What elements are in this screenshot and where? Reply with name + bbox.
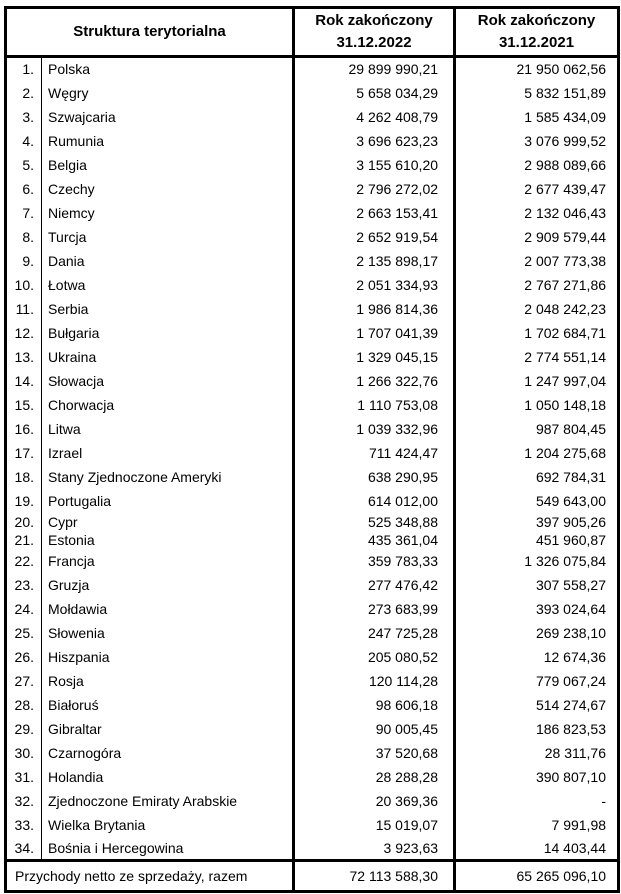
country-name: Rumunia — [48, 132, 105, 149]
value-2021: 5 832 151,89 — [455, 81, 619, 105]
country-name: Serbia — [48, 300, 89, 317]
value-2021: 1 585 434,09 — [455, 105, 619, 129]
header-structure-label: Struktura terytorialna — [73, 23, 226, 41]
row-number: 11. — [6, 297, 42, 321]
value-2022: 247 725,28 — [294, 621, 455, 645]
country-name: Izrael — [48, 444, 83, 461]
value-2022: 28 288,28 — [294, 765, 455, 789]
value-2022: 15 019,07 — [294, 813, 455, 837]
table-row — [6, 345, 619, 369]
total-label: Przychody netto ze sprzedaży, razem — [6, 861, 294, 892]
total-value-2022: 72 113 588,30 — [294, 861, 455, 892]
value-2021: 1 247 997,04 — [455, 369, 619, 393]
table-row — [6, 693, 619, 717]
country-name: Niemcy — [48, 204, 95, 221]
table-row — [6, 153, 619, 177]
country-name: Wielka Brytania — [48, 816, 146, 833]
total-value-2021: 65 265 096,10 — [455, 861, 619, 892]
value-2022: 29 899 990,21 — [294, 57, 455, 81]
row-number: 30. — [6, 741, 42, 765]
header-2021-line1: Rok zakończony — [477, 12, 596, 30]
value-2022: 2 051 334,93 — [294, 273, 455, 297]
country-name: Czechy — [48, 180, 95, 197]
value-2021: 307 558,27 — [455, 573, 619, 597]
table-row — [6, 57, 619, 81]
value-2021: 397 905,26 — [455, 513, 619, 531]
value-2022: 3 155 610,20 — [294, 153, 455, 177]
row-number: 21. — [6, 531, 42, 549]
table-row — [6, 597, 619, 621]
value-2021: 12 674,36 — [455, 645, 619, 669]
row-number: 14. — [6, 369, 42, 393]
header-col-structure — [6, 8, 294, 57]
value-2022: 273 683,99 — [294, 597, 455, 621]
header-2022-line1: Rok zakończony — [315, 12, 433, 30]
value-2022: 5 658 034,29 — [294, 81, 455, 105]
row-number: 29. — [6, 717, 42, 741]
table-row — [6, 513, 619, 531]
value-2021: 779 067,24 — [455, 669, 619, 693]
country-name: Litwa — [48, 420, 81, 437]
value-2022: 205 080,52 — [294, 645, 455, 669]
country-name: Szwajcaria — [48, 108, 116, 125]
country-name: Portugalia — [48, 492, 112, 509]
value-2022: 120 114,28 — [294, 669, 455, 693]
country-name: Słowenia — [48, 624, 105, 641]
value-2021: 2 767 271,86 — [455, 273, 619, 297]
table-body — [6, 57, 619, 861]
value-2021: 7 991,98 — [455, 813, 619, 837]
value-2022: 3 923,63 — [294, 837, 455, 861]
table-row — [6, 81, 619, 105]
table-row — [6, 465, 619, 489]
value-2021: 451 960,87 — [455, 531, 619, 549]
country-name: Hiszpania — [48, 648, 110, 665]
row-number: 20. — [6, 513, 42, 531]
table-row — [6, 249, 619, 273]
value-2022: 90 005,45 — [294, 717, 455, 741]
row-number: 27. — [6, 669, 42, 693]
value-2022: 2 652 919,54 — [294, 225, 455, 249]
total-row — [6, 861, 619, 892]
value-2021: 14 403,44 — [455, 837, 619, 861]
table-row — [6, 393, 619, 417]
country-name: Polska — [48, 61, 91, 78]
row-number: 15. — [6, 393, 42, 417]
row-number: 16. — [6, 417, 42, 441]
row-number: 10. — [6, 273, 42, 297]
value-2021: 2 909 579,44 — [455, 225, 619, 249]
country-name: Belgia — [48, 156, 87, 173]
table-row — [6, 297, 619, 321]
value-2021: 2 988 089,66 — [455, 153, 619, 177]
table-row — [6, 369, 619, 393]
row-number: 5. — [6, 153, 42, 177]
value-2022: 435 361,04 — [294, 531, 455, 549]
country-name: Gibraltar — [48, 720, 102, 737]
table-row — [6, 621, 619, 645]
row-number: 12. — [6, 321, 42, 345]
country-name: Gruzja — [48, 576, 90, 593]
value-2021: 692 784,31 — [455, 465, 619, 489]
value-2021: 1 326 075,84 — [455, 549, 619, 573]
value-2021: - — [455, 789, 619, 813]
table-row — [6, 321, 619, 345]
country-name: Ukraina — [48, 348, 97, 365]
row-number: 9. — [6, 249, 42, 273]
row-number: 4. — [6, 129, 42, 153]
country-name: Czarnogóra — [48, 744, 122, 761]
value-2022: 3 696 623,23 — [294, 129, 455, 153]
value-2022: 638 290,95 — [294, 465, 455, 489]
country-name: Bułgaria — [48, 324, 100, 341]
table-row — [6, 225, 619, 249]
header-col-2021 — [455, 8, 619, 57]
value-2021: 1 204 275,68 — [455, 441, 619, 465]
row-number: 17. — [6, 441, 42, 465]
row-number: 22. — [6, 549, 42, 573]
value-2022: 359 783,33 — [294, 549, 455, 573]
country-name: Stany Zjednoczone Ameryki — [48, 468, 222, 485]
value-2022: 4 262 408,79 — [294, 105, 455, 129]
table-row — [6, 741, 619, 765]
value-2021: 2 007 773,38 — [455, 249, 619, 273]
table-row — [6, 531, 619, 549]
table-row — [6, 105, 619, 129]
row-number: 1. — [6, 57, 42, 81]
row-number: 19. — [6, 489, 42, 513]
table-row — [6, 837, 619, 861]
country-name: Białoruś — [48, 696, 99, 713]
row-number: 24. — [6, 597, 42, 621]
country-name: Cypr — [48, 513, 78, 530]
row-number: 25. — [6, 621, 42, 645]
table-row — [6, 201, 619, 225]
table-row — [6, 765, 619, 789]
value-2021: 1 050 148,18 — [455, 393, 619, 417]
table-row — [6, 177, 619, 201]
table-footer — [6, 861, 619, 892]
row-number: 33. — [6, 813, 42, 837]
row-number: 28. — [6, 693, 42, 717]
country-name: Francja — [48, 552, 95, 569]
row-number: 13. — [6, 345, 42, 369]
country-name: Holandia — [48, 768, 104, 785]
value-2021: 390 807,10 — [455, 765, 619, 789]
country-name: Łotwa — [48, 276, 86, 293]
table-row — [6, 669, 619, 693]
value-2021: 2 677 439,47 — [455, 177, 619, 201]
table-row — [6, 129, 619, 153]
value-2022: 1 266 322,76 — [294, 369, 455, 393]
value-2022: 2 135 898,17 — [294, 249, 455, 273]
value-2022: 1 110 753,08 — [294, 393, 455, 417]
table-row — [6, 789, 619, 813]
territorial-structure-table — [4, 6, 620, 893]
header-2022-line2: 31.12.2022 — [336, 34, 412, 51]
row-number: 34. — [6, 837, 42, 861]
country-name: Estonia — [48, 531, 95, 548]
row-number: 2. — [6, 81, 42, 105]
row-number: 23. — [6, 573, 42, 597]
country-name: Dania — [48, 252, 85, 269]
country-name: Zjednoczone Emiraty Arabskie — [48, 792, 238, 809]
value-2021: 3 076 999,52 — [455, 129, 619, 153]
value-2022: 37 520,68 — [294, 741, 455, 765]
value-2022: 2 796 272,02 — [294, 177, 455, 201]
value-2022: 614 012,00 — [294, 489, 455, 513]
header-2021-line2: 31.12.2021 — [498, 34, 575, 51]
value-2021: 2 048 242,23 — [455, 297, 619, 321]
value-2022: 1 986 814,36 — [294, 297, 455, 321]
table-row — [6, 441, 619, 465]
table-row — [6, 573, 619, 597]
value-2022: 20 369,36 — [294, 789, 455, 813]
value-2022: 2 663 153,41 — [294, 201, 455, 225]
value-2021: 987 804,45 — [455, 417, 619, 441]
value-2022: 525 348,88 — [294, 513, 455, 531]
value-2022: 1 329 045,15 — [294, 345, 455, 369]
value-2021: 186 823,53 — [455, 717, 619, 741]
row-number: 7. — [6, 201, 42, 225]
value-2022: 1 707 041,39 — [294, 321, 455, 345]
value-2022: 1 039 332,96 — [294, 417, 455, 441]
value-2021: 549 643,00 — [455, 489, 619, 513]
country-name: Bośnia i Hercegowina — [48, 839, 184, 856]
row-number: 32. — [6, 789, 42, 813]
country-name: Chorwacja — [48, 396, 115, 413]
value-2021: 1 702 684,71 — [455, 321, 619, 345]
country-name: Mołdawia — [48, 600, 108, 617]
value-2021: 2 774 551,14 — [455, 345, 619, 369]
row-number: 8. — [6, 225, 42, 249]
table-row — [6, 717, 619, 741]
value-2021: 514 274,67 — [455, 693, 619, 717]
row-number: 6. — [6, 177, 42, 201]
value-2021: 393 024,64 — [455, 597, 619, 621]
country-name: Słowacja — [48, 372, 105, 389]
table-header — [6, 8, 619, 57]
value-2021: 21 950 062,56 — [455, 57, 619, 81]
value-2021: 2 132 046,43 — [455, 201, 619, 225]
row-number: 31. — [6, 765, 42, 789]
value-2021: 28 311,76 — [455, 741, 619, 765]
table-row — [6, 273, 619, 297]
row-number: 18. — [6, 465, 42, 489]
value-2021: 269 238,10 — [455, 621, 619, 645]
row-number: 26. — [6, 645, 42, 669]
row-number: 3. — [6, 105, 42, 129]
table-row — [6, 417, 619, 441]
country-name: Rosja — [48, 672, 84, 689]
table-row — [6, 645, 619, 669]
table-row — [6, 813, 619, 837]
value-2022: 711 424,47 — [294, 441, 455, 465]
table-row — [6, 549, 619, 573]
country-name: Węgry — [48, 84, 89, 101]
header-row — [6, 8, 619, 57]
value-2022: 98 606,18 — [294, 693, 455, 717]
header-col-2022 — [294, 8, 455, 57]
value-2022: 277 476,42 — [294, 573, 455, 597]
country-name: Turcja — [48, 228, 87, 245]
table-row — [6, 489, 619, 513]
